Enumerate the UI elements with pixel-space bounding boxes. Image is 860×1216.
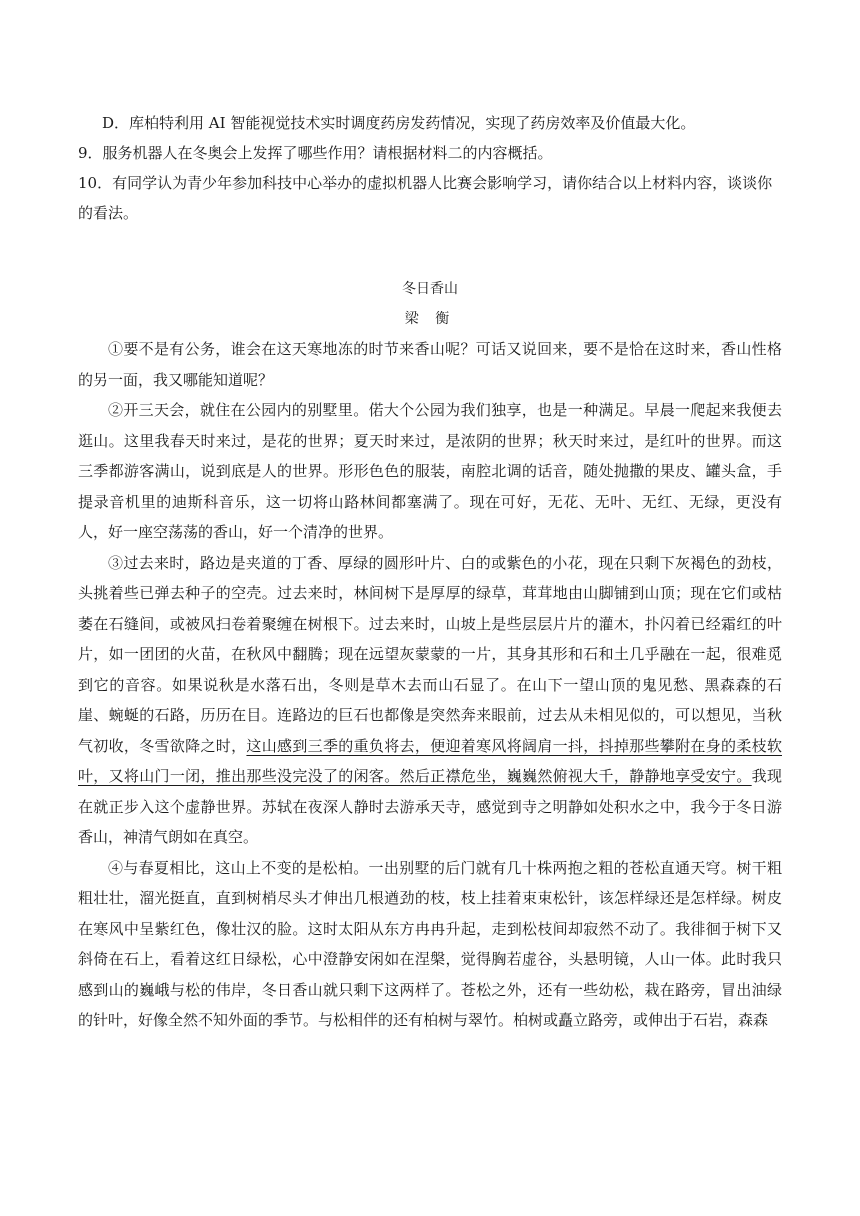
paragraph-2: ②开三天会，就住在公园内的别墅里。偌大个公园为我们独享，也是一种满足。早晨一爬起来我便去逛山。这里我春天时来过，是花的世界；夏天时来过，是浓阴的世界；秋天时来过，是红叶的世界。而这三季都游客满山，说到底是人的世界。形形色色的服装，南腔北调的话音，随处抛撒的果皮、罐头盒，手提录音机里的迪斯科音乐，这一切将山路林间都塞满了。现在可好，无花、无叶、无红、无绿，更没有人，好一座空荡荡的香山，好一个清净的世界。 [78, 401, 782, 541]
article-title: 冬日香山 [402, 281, 458, 297]
section-gap [78, 228, 782, 274]
article-author: 梁 衡 [404, 311, 456, 327]
question-option-d: D．库柏特利用 AI 智能视觉技术实时调度药房发药情况，实现了药房效率及价值最大化。 [102, 114, 696, 132]
question-9: 9．服务机器人在冬奥会上发挥了哪些作用？请根据材料二的内容概括。 [78, 144, 553, 162]
paragraph-3-text-after: 我现在就正步入这个虚静世界。苏轼在夜深人静时去游承天寺，感觉到寺之明静如处积水之中，我今于冬日游香山，神清气朗如在真空。 [78, 767, 782, 846]
paragraph-3-text-before: ③过去来时，路边是夹道的丁香、厚绿的圆形叶片、白的或紫色的小花，现在只剩下灰褐色的劲枝，头挑着些已弹去种子的空壳。过去来时，林间树下是厚厚的绿草，茸茸地由山脚铺到山顶；现在它们或枯萎在石缝间，或被风扫卷着聚缠在树根下。过去来时，山坡上是些层层片片的灌木，扑闪着已经霜红的叶片，如一团团的火苗，在秋风中翻腾；现在远望灰蒙蒙的一片，其身其形和石和土几乎融在一起，很难觅到它的音容。如果说秋是水落石出，冬则是草木去而山石显了。在山下一望山顶的鬼见愁、黑森森的石崖、蜿蜒的石路，历历在目。连路边的巨石也都像是突然奔来眼前，过去从未相见似的，可以想见，当秋气初收，冬雪欲降之时， [78, 553, 782, 755]
question-10: 10．有同学认为青少年参加科技中心举办的虚拟机器人比赛会影响学习，请你结合以上材料内容，谈谈你的看法。 [78, 174, 773, 222]
paragraph-3 [78, 548, 782, 853]
paragraph-4: ④与春夏相比，这山上不变的是松柏。一出别墅的后门就有几十株两抱之粗的苍松直通天穹。树干粗粗壮壮，溜光挺直，直到树梢尽头才伸出几根遒劲的枝，枝上挂着束束松针，该怎样绿还是怎样绿。树皮在寒风中呈紫红色，像壮汉的脸。这时太阳从东方冉冉升起，走到松枝间却寂然不动了。我徘徊于树下又斜倚在石上，看着这红日绿松，心中澄静安闲如在涅槃，觉得胸若虚谷，头悬明镜，人山一体。此时我只感到山的巍峨与松的伟岸，冬日香山就只剩下这两样了。苍松之外，还有一些幼松，栽在路旁，冒出油绿的针叶，好像全然不知外面的季节。与松相伴的还有柏树与翠竹。柏树或矗立路旁，或伸出于石岩，森森 [78, 858, 782, 1029]
paragraph-1: ①要不是有公务，谁会在这天寒地冻的时节来香山呢？可话又说回来，要不是恰在这时来，香山性格的另一面，我又哪能知道呢？ [78, 340, 782, 389]
paragraph-3-underlined-sentence: 这山感到三季的重负将去，便迎着寒风将阔肩一抖，抖掉那些攀附在身的柔枝软叶，又将山门一闭，推出那些没完没了的闲客。然后正襟危坐，巍巍然俯视大千，静静地享受安宁。 [78, 736, 782, 785]
